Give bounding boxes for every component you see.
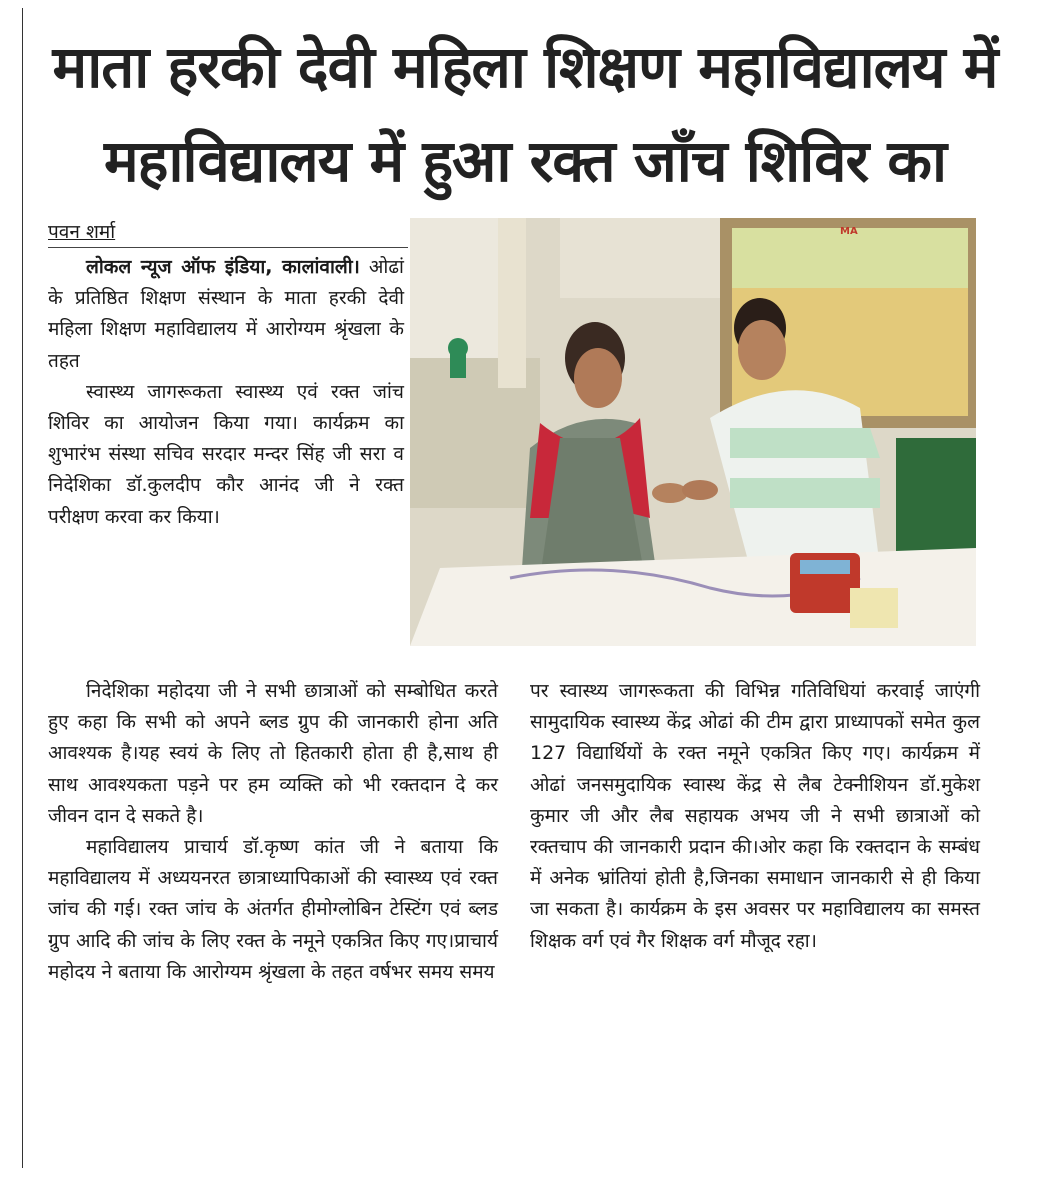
- article-paragraph-1: [48, 252, 404, 377]
- article-paragraph-2: स्वास्थ्य जागरूकता स्वास्थ्य एवं रक्त जांच शिविर का आयोजन किया गया। कार्यक्रम का शुभारंभ संस्था सचिव सरदार मन्दर सिंह जी सरा व निदेशिका डॉ.कुलदीप कौर आनंद जी ने रक्त परीक्षण करवा कर किया।: [48, 380, 404, 528]
- article-intro-column: [48, 252, 404, 533]
- article-paragraph-4: महाविद्यालय प्राचार्य डॉ.कृष्ण कांत जी ने बताया कि महाविद्यालय में अध्ययनरत छात्राध्यापिकाओं की स्वास्थ्य एवं रक्त जांच की गई। रक्त जांच के अंतर्गत हीमोग्लोबिन टेस्टिंग एवं ब्लड ग्रुप आदि की जांच के लिए रक्त के नमूने एकत्रित किए गए।प्राचार्य महोदय ने बताया कि आरोग्यम श्रृंखला के तहत वर्षभर समय समय: [48, 836, 498, 983]
- paragraph-1-text: ओढां के प्रतिष्ठित शिक्षण संस्थान के माता हरकी देवी महिला शिक्षण महाविद्यालय में आरोग्यम श्रृंखला के तहत: [48, 256, 404, 372]
- banner-text: MA: [840, 226, 858, 237]
- dateline: लोकल न्यूज ऑफ इंडिया, कालांवाली।: [86, 256, 360, 278]
- headline-line-1: माता हरकी देवी महिला शिक्षण महाविद्यालय में: [52, 33, 998, 101]
- news-photo-blood-test: [410, 218, 976, 646]
- byline-author: पवन शर्मा: [48, 221, 116, 243]
- photo-illustration: [410, 218, 976, 646]
- column-rule: [22, 8, 23, 1168]
- headline-line-2: महाविद्यालय में हुआ रक्त जाँच शिविर का: [104, 127, 946, 195]
- article-paragraph-5: पर स्वास्थ्य जागरूकता की विभिन्न गतिविधियां करवाई जाएंगी सामुदायिक स्वास्थ्य केंद्र ओढां की टीम द्वारा प्राध्यापकों समेत कुल 127 विद्यार्थियों के रक्त नमूने एकत्रित किए गए। कार्यक्रम में ओढां जनसमुदायिक स्वास्थ केंद्र से लैब टेक्नीशियन डॉ.मुकेश कुमार जी और लैब सहायक अभय जी ने सभी छात्राओं को रक्तचाप की जानकारी प्रदान की।ओर कहा कि रक्तदान के सम्बंध में अनेक भ्रांतियां होती है,जिनका समाधान जानकारी से ही किया जा सकता है। कार्यक्रम के इस अवसर पर महाविद्यालय का समस्त शिक्षक वर्ग एवं गैर शिक्षक वर्ग मौजूद रहा।: [530, 680, 980, 952]
- article-paragraph-3: निदेशिका महोदया जी ने सभी छात्राओं को सम्बोधित करते हुए कहा कि सभी को अपने ब्लड ग्रुप की जानकारी होना अति आवश्यक है।यह स्वयं के लिए तो हितकारी होता ही है,साथ ही साथ आवश्यकता पड़ने पर हम व्यक्ति को भी रक्तदान दे कर जीवन दान दे सकते है।: [48, 680, 498, 827]
- article-left-column: [48, 676, 498, 988]
- article-right-column: [530, 676, 980, 957]
- byline: [48, 218, 408, 248]
